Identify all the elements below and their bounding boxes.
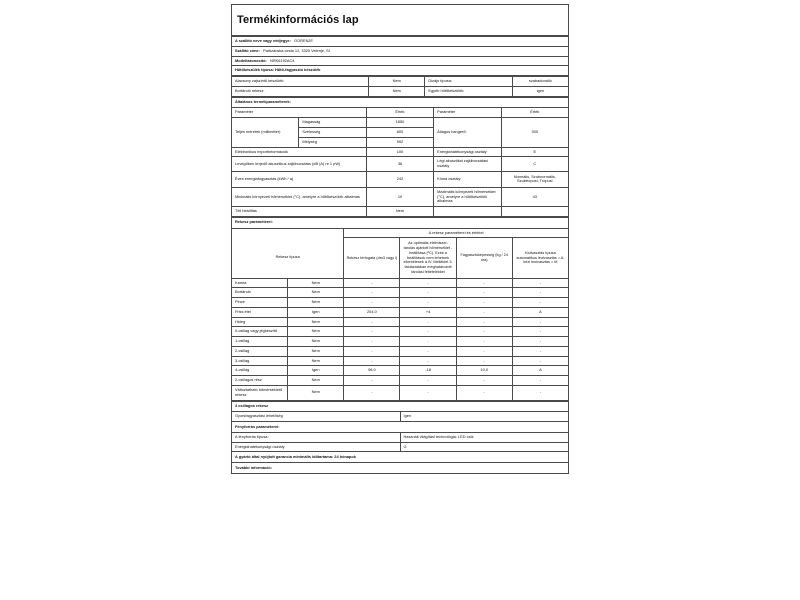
design-type-label: Dizájn típusa: xyxy=(425,77,512,87)
compartment-temp: - xyxy=(400,278,456,288)
compartment-volume: - xyxy=(344,317,400,327)
other-appliance-value: Igen xyxy=(512,86,568,96)
low-noise-value: Nem xyxy=(369,77,425,87)
table-row xyxy=(232,432,569,442)
param2-header: Paraméter xyxy=(434,108,501,118)
fast-freeze-value: Igen xyxy=(400,412,569,422)
compartment-name: Kamra xyxy=(232,278,288,288)
value-header: Érték xyxy=(366,108,433,118)
compartment-temp: - xyxy=(400,327,456,337)
compartment-volume: - xyxy=(344,288,400,298)
compartment-name: 3-csillag xyxy=(232,356,288,366)
compartment-freeze: - xyxy=(456,346,512,356)
compartment-temp: - xyxy=(400,317,456,327)
compartment-temp: +4 xyxy=(400,307,456,317)
column-header-row xyxy=(232,238,569,278)
compartment-volume: - xyxy=(344,385,400,400)
supplier-row xyxy=(232,46,569,56)
empty-value xyxy=(501,207,568,217)
supplier-address-label: Szállító címe: xyxy=(235,47,260,53)
compartment-freeze: - xyxy=(456,317,512,327)
table-row xyxy=(232,412,569,422)
compartment-present: Nem xyxy=(288,317,344,327)
footer-table xyxy=(231,401,569,474)
compartment-name: 0-csillag vagy jégkészítő xyxy=(232,327,288,337)
export-info-value: 100 xyxy=(366,147,433,157)
section-header-row xyxy=(232,452,569,463)
noise-emission-label: Levegőben terjedő akusztikus zajkibocsátás (dB (A) re 1 pW) xyxy=(232,157,367,172)
compartment-freeze: - xyxy=(456,327,512,337)
climate-class-label: Klíma osztály: xyxy=(434,171,501,187)
max-ambient-label: Maximális környezeti hőmérséklet (°C), amelyre a hűtőkészülék alkalmas xyxy=(434,187,501,206)
noise-class-label: Légi akusztikai zajkibocsátási osztály xyxy=(434,157,501,172)
energy-class-value: E xyxy=(501,147,568,157)
light-type-label: A fényforrás típusa: xyxy=(232,432,401,442)
section-header-row xyxy=(232,217,569,228)
compartment-volume: - xyxy=(344,376,400,386)
compartment-present: Nem xyxy=(288,385,344,400)
empty-label xyxy=(434,207,501,217)
design-type-value: szabadonálló xyxy=(512,77,568,87)
table-row xyxy=(232,317,569,327)
compartment-defrost: A xyxy=(512,366,568,376)
compartment-volume: 204,0 xyxy=(344,307,400,317)
energy-class-label: Energiahatékonysági osztály xyxy=(434,147,501,157)
compartment-temp: - xyxy=(400,337,456,347)
avg-volume-value: 300 xyxy=(501,118,568,147)
compartment-volume: - xyxy=(344,346,400,356)
compartment-freeze: - xyxy=(456,356,512,366)
min-ambient-value: 10 xyxy=(366,187,433,206)
table-row xyxy=(232,337,569,347)
compartment-type-header: Rekesz típusa xyxy=(232,238,344,278)
compartment-temp: - xyxy=(400,298,456,308)
max-ambient-value: 43 xyxy=(501,187,568,206)
section-header-row xyxy=(232,463,569,474)
width-value: 600 xyxy=(366,127,433,137)
table-row xyxy=(232,288,569,298)
compartment-defrost: - xyxy=(512,385,568,400)
supplier-row xyxy=(232,37,569,47)
table-row xyxy=(232,77,569,87)
compartment-defrost: - xyxy=(512,288,568,298)
annual-energy-value: 242 xyxy=(366,171,433,187)
avg-volume-label: Átlagos hangerő: xyxy=(434,118,501,147)
param-header: Paraméter xyxy=(232,108,367,118)
compartment-name: 4-csillag xyxy=(232,366,288,376)
compartment-volume: 96,0 xyxy=(344,366,400,376)
compartment-temp: -18 xyxy=(400,366,456,376)
compartment-freeze: - xyxy=(456,298,512,308)
compartment-volume-header: Rekesz térfogata (dm3 vagy l) xyxy=(344,238,400,278)
compartment-present: Nem xyxy=(288,278,344,288)
compartment-name: 2-csillagos rész xyxy=(232,376,288,386)
wine-storage-value: Nem xyxy=(369,86,425,96)
compartment-defrost: - xyxy=(512,356,568,366)
compartment-present: Nem xyxy=(288,346,344,356)
compartment-volume: - xyxy=(344,356,400,366)
compartment-freeze-header: Fagyasztóképesség (kg / 24 óra) xyxy=(456,238,512,278)
compartment-present: Igen xyxy=(288,366,344,376)
compartment-present: Nem xyxy=(288,356,344,366)
table-row xyxy=(232,157,569,172)
compartment-present: Nem xyxy=(288,327,344,337)
table-row xyxy=(232,327,569,337)
column-header-row xyxy=(232,108,569,118)
section-header-row xyxy=(232,97,569,108)
table-row xyxy=(232,278,569,288)
compartment-temp: - xyxy=(400,346,456,356)
climate-class-value: Normális, Szubnormális, Szubtrópusi, Trópusi xyxy=(501,171,568,187)
width-label: Szélesség xyxy=(299,127,366,137)
low-noise-label: Alacsony zajszintű készülék: xyxy=(232,77,369,87)
supplier-name-label: A szállító neve vagy védjegye: xyxy=(235,38,291,44)
annual-energy-label: Éves energiafogyasztás (kWh / a) xyxy=(232,171,367,187)
compartment-volume: - xyxy=(344,278,400,288)
table-row xyxy=(232,346,569,356)
compartment-section-title: Rekesz paraméterei: xyxy=(232,217,569,228)
compartment-volume: - xyxy=(344,327,400,337)
supplier-row xyxy=(232,56,569,66)
light-class-label: Energiahatékonysági osztály xyxy=(232,442,401,452)
product-information-sheet xyxy=(231,4,569,474)
supplier-name-cell xyxy=(232,37,569,47)
compartment-present: Nem xyxy=(288,376,344,386)
section-header-row xyxy=(232,422,569,433)
title-row xyxy=(232,5,569,36)
compartment-temp: - xyxy=(400,376,456,386)
export-info-label: Elektronikus exportinformációk xyxy=(232,147,367,157)
table-row xyxy=(232,442,569,452)
noise-emission-value: 38 xyxy=(366,157,433,172)
light-class-value: G xyxy=(400,442,569,452)
value2-header: Érték xyxy=(501,108,568,118)
general-section-title: Általános termékparaméterek: xyxy=(232,97,569,108)
compartment-temp: - xyxy=(400,356,456,366)
winter-setting-value: Nem xyxy=(366,207,433,217)
supplier-address-value: Partizanska cesta 12, 3320 Velenje, SI xyxy=(263,47,330,53)
compartment-parameters-table xyxy=(231,217,569,401)
table-row xyxy=(232,366,569,376)
light-section-title: Fényforrás paraméterei: xyxy=(232,422,569,433)
table-row xyxy=(232,376,569,386)
compartment-temp: - xyxy=(400,385,456,400)
compartment-present: Nem xyxy=(288,337,344,347)
table-row xyxy=(232,86,569,96)
compartment-name: Bortároló xyxy=(232,288,288,298)
table-row xyxy=(232,207,569,217)
compartment-freeze: - xyxy=(456,307,512,317)
general-parameters-table xyxy=(231,97,569,217)
compartment-temp-header: Az optimális élelmiszer-tárolás ajánlott hőmérséklet -beállítása (ºC). Ezek a beállítások nem lehetnek ellentétesek a IV. Melléklet 3. táblázatában meghatározott tárolási feltételekkel xyxy=(400,238,456,278)
compartment-present: Nem xyxy=(288,298,344,308)
warranty-text: A gyártó által nyújtott garancia minimális időtartama: 24 hónapok xyxy=(232,452,569,463)
height-label: Magasság xyxy=(299,118,366,128)
table-row xyxy=(232,298,569,308)
compartment-defrost: - xyxy=(512,298,568,308)
compartment-freeze: - xyxy=(456,385,512,400)
spacer-cell xyxy=(232,228,344,238)
dimensions-label: Teljes méretek (milliméter) xyxy=(232,118,299,147)
table-row xyxy=(232,187,569,206)
compartment-freeze: - xyxy=(456,376,512,386)
compartment-freeze: - xyxy=(456,337,512,347)
compartment-defrost-header: Kiolvasztás típusa automatikus leolvasztás = A, kézi leolvasztás = M xyxy=(512,238,568,278)
compartment-temp: - xyxy=(400,288,456,298)
compartment-defrost: - xyxy=(512,337,568,347)
model-id-cell xyxy=(232,56,569,66)
compartment-present: Nem xyxy=(288,288,344,298)
height-value: 1850 xyxy=(366,118,433,128)
compartment-name: Hideg xyxy=(232,317,288,327)
min-ambient-label: Minimális környezeti hőmérséklet (°C), amelyre a hűtőkészülék alkalmas xyxy=(232,187,367,206)
table-row xyxy=(232,356,569,366)
compartment-defrost: - xyxy=(512,346,568,356)
model-id-value: NRK6192AC4 xyxy=(270,57,295,63)
fast-freeze-label: Gyorsfagyasztási lehetőség xyxy=(232,412,401,422)
model-id-label: Modellazonosító: xyxy=(235,57,267,63)
appliance-type-cell xyxy=(232,66,569,76)
type-table xyxy=(231,76,569,97)
compartment-name: 1-csillag xyxy=(232,337,288,347)
compartment-name: Változtatható hőmérsékletű rekesz xyxy=(232,385,288,400)
light-type-value: Használt világítási technológia: LED csík xyxy=(400,432,569,442)
compartment-present: Igen xyxy=(288,307,344,317)
winter-setting-label: Téli beállítás xyxy=(232,207,367,217)
wine-storage-label: Bortároló rekesz: xyxy=(232,86,369,96)
compartment-freeze: 10,0 xyxy=(456,366,512,376)
supplier-address-cell xyxy=(232,46,569,56)
table-row xyxy=(232,307,569,317)
compartment-group-header: A rekesz paraméterei és értékei xyxy=(344,228,569,238)
depth-value: 592 xyxy=(366,137,433,147)
compartment-name: 2-csillag xyxy=(232,346,288,356)
compartment-defrost: A xyxy=(512,307,568,317)
table-row xyxy=(232,171,569,187)
compartment-freeze: - xyxy=(456,288,512,298)
supplier-table xyxy=(231,36,569,76)
other-appliance-label: Egyéb hűtőkészülék: xyxy=(425,86,512,96)
compartment-defrost: - xyxy=(512,278,568,288)
compartment-name: Friss étel xyxy=(232,307,288,317)
compartment-freeze: - xyxy=(456,278,512,288)
group-header-row xyxy=(232,228,569,238)
compartment-volume: - xyxy=(344,337,400,347)
appliance-type-label: Hűtőkészülék típusa: Hűtő-fagyasztó készülék xyxy=(235,67,321,73)
depth-label: Mélység xyxy=(299,137,366,147)
page-title: Termékinformációs lap xyxy=(237,14,359,26)
header-table xyxy=(231,4,569,36)
supplier-name-value: GORENJE xyxy=(294,38,313,44)
table-row xyxy=(232,147,569,157)
compartment-defrost: - xyxy=(512,317,568,327)
table-row xyxy=(232,385,569,400)
compartment-name: Pince xyxy=(232,298,288,308)
title-cell xyxy=(232,5,569,36)
compartment-volume: - xyxy=(344,298,400,308)
noise-class-value: C xyxy=(501,157,568,172)
compartment-defrost: - xyxy=(512,327,568,337)
table-row xyxy=(232,118,569,128)
supplier-row xyxy=(232,66,569,76)
more-info-text: További információ: xyxy=(232,463,569,474)
four-star-section-title: 4 csillagos rekesz xyxy=(232,401,569,412)
compartment-defrost: - xyxy=(512,376,568,386)
section-header-row xyxy=(232,401,569,412)
